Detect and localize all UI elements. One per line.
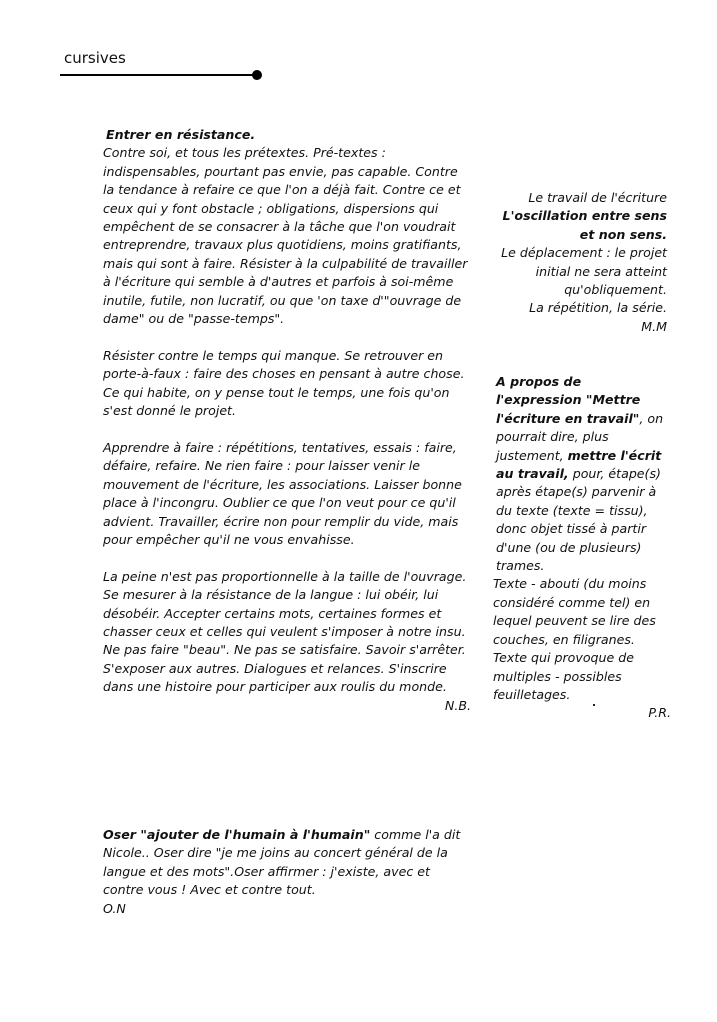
- right-middle-text-4: Texte qui provoque de multiples - possibles feuilletages.: [493, 650, 635, 702]
- right-middle-text-3: Texte - abouti (du moins considéré comme tel) en lequel peuvent se lire des couches, en filigranes.: [493, 576, 656, 647]
- right-top-text: [490, 189, 667, 336]
- bottom-signature: O.N: [103, 900, 126, 916]
- left-signature: N.B.: [444, 697, 471, 713]
- left-paragraph-1: Contre soi, et tous les prétextes. Pré-textes : indispensables, pourtant pas envie, pas capable. Contre la tendance à refaire ce que l'on a déjà fait. Contre ce et ceux qui y font obstacle ; obligations, dispersions qui empêchent de se consacrer à la tâche que l'on voudrait entreprendre, travaux plus quotidiens, moins gratifiants, mais qui sont à faire. Résister à la culpabilité de travailler à l'écriture qui semble à d'autres et parfois à soi-même inutile, futile, non lucratif, ou que 'on taxe d'"ouvrage de dame" ou de "passe-temps".: [103, 145, 468, 327]
- header-rule-dot: [252, 70, 262, 80]
- right-top-line-1: Le travail de l'écriture: [528, 190, 667, 205]
- left-paragraph-3: Apprendre à faire : répétitions, tentatives, essais : faire, défaire, refaire. Ne rien faire : pour laisser venir le mouvement de l'écriture, les associations. Laisser bonne place à l'incongru. Oublier ce que l'on veut pour ce qu'il advient. Travailler, écrire non pour remplir du vide, mais pour empêcher qu'il ne vous envahisse.: [103, 439, 462, 547]
- bottom-paragraph: [103, 826, 473, 900]
- right-middle-bold-1: A propos de l'expression "Mettre l'écriture en travail": [496, 374, 641, 426]
- bottom-bold: Oser "ajouter de l'humain à l'humain": [103, 827, 371, 842]
- left-paragraph-2: Résister contre le temps qui manque. Se retrouver en porte-à-faux : faire des choses en pensant à autre chose. Ce qui habite, on y pense tout le temps, une fois qu'on s'est donné le projet.: [103, 347, 465, 419]
- header-rule: [60, 74, 256, 76]
- right-middle-intro: [493, 373, 671, 575]
- stray-dot: [593, 704, 595, 706]
- right-middle-signature: P.R.: [648, 705, 671, 721]
- left-paragraph-4: La peine n'est pas proportionnelle à la taille de l'ouvrage. Se mesurer à la résistance de la langue : lui obéir, lui désobéir. Accepter certains mots, certaines formes et chasser ceux et celles qui veulent s'imposer à notre insu. Ne pas faire "beau". Ne pas se satisfaire. Savoir s'arrêter. S'exposer aux autres. Dialogues et relances. S'inscrire dans une histoire pour participer aux roulis du monde.: [103, 568, 467, 695]
- bottom-body: comme l'a dit Nicole.. Oser dire "je me joins au concert général de la langue et des mots".Oser affirmer : j'existe, avec et contre vous ! Avec et contre tout.: [103, 827, 461, 898]
- bottom-text: [103, 826, 473, 918]
- left-column-text: [103, 126, 471, 715]
- right-top-signature: M.M: [641, 318, 667, 334]
- header-title: cursives: [64, 49, 126, 67]
- right-top-line-3: Le déplacement : le projet initial ne sera atteint qu'obliquement.: [501, 245, 667, 298]
- right-middle-text-2: pour, étape(s) après étape(s) parvenir à du texte (texte = tissu), donc objet tissé à partir d'une (ou de plusieurs) trames.: [496, 466, 661, 574]
- right-top-line-2: L'oscillation entre sens et non sens.: [502, 208, 667, 242]
- right-top-line-4: La répétition, la série.: [529, 300, 667, 316]
- right-middle-text: [493, 373, 671, 723]
- right-middle-text-1: , on pourrait dire, plus justement,: [496, 410, 664, 463]
- left-heading: Entrer en résistance.: [106, 127, 256, 142]
- right-middle-bold-2: mettre l'écrit au travail,: [496, 447, 662, 482]
